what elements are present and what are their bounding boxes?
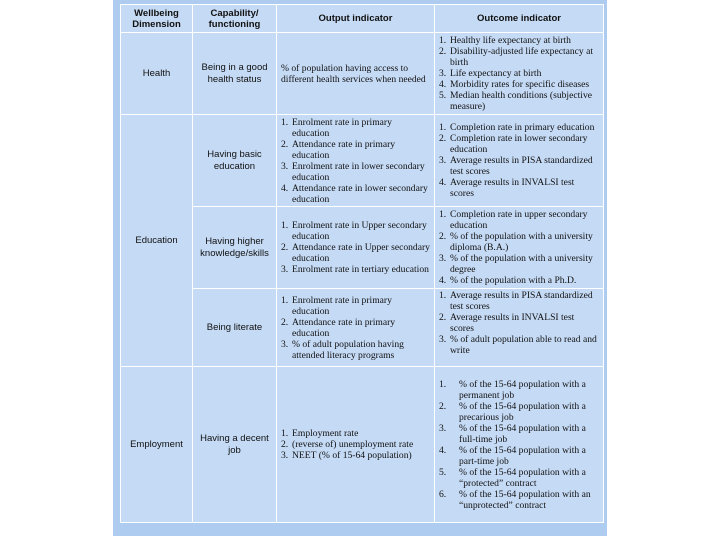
list-item: 3. NEET (% of 15-64 population) [281, 450, 412, 461]
list-item: 1. Enrolment rate in primary education [281, 116, 392, 139]
list-item: 2. Attendance rate in primary education [281, 138, 396, 161]
table-row [121, 33, 604, 115]
list-item: 3. Enrolment rate in tertiary education [281, 264, 429, 275]
list-item: 1. Enrolment rate in Upper secondary education [281, 220, 427, 242]
outcome-cell [435, 207, 604, 289]
list-item: 1. Completion rate in primary education [439, 122, 595, 133]
list-item: 5. Median health conditions (subjective measure) [439, 90, 593, 112]
list-item: 2. % of the 15-64 population with a precarious job [439, 400, 586, 423]
wellbeing-indicator-table [120, 4, 604, 523]
capability-cell: Having a decent job [193, 367, 277, 523]
list-item: 2. Average results in INVALSI test scores [439, 312, 575, 334]
capability-cell: Having higher knowledge/skills [193, 207, 277, 289]
list-item: 4. % of the population with a Ph.D. [439, 275, 577, 286]
list-item: 4. Morbidity rates for specific diseases [439, 79, 590, 90]
header-row [121, 5, 604, 33]
output-cell [277, 289, 435, 367]
list-item: 6. % of the 15-64 population with an “unprotected” contract [439, 488, 591, 511]
header-output: Output indicator [277, 5, 435, 33]
capability-cell: Having basic education [193, 115, 277, 207]
header-dimension: Wellbeing Dimension [121, 5, 193, 33]
list-item: 1. Employment rate [281, 428, 359, 439]
list-item: 3. % of the 15-64 population with a full-time job [439, 422, 586, 445]
list-item: 3. Life expectancy at birth [439, 68, 542, 79]
output-text: % of population having access to different health services when needed [281, 62, 426, 85]
table-row [121, 289, 604, 367]
list-item: 2. Completion rate in lower secondary education [439, 133, 588, 155]
outcome-cell [435, 33, 604, 115]
list-item: 3. % of adult population able to read and write [439, 334, 597, 356]
table-row [121, 115, 604, 207]
capability-cell: Being in a good health status [193, 33, 277, 115]
dimension-cell: Health [121, 33, 193, 115]
dimension-cell: Employment [121, 367, 193, 523]
output-cell [277, 207, 435, 289]
list-item: 1. Healthy life expectancy at birth [439, 35, 571, 46]
outcome-cell [435, 289, 604, 367]
list-item: 1. Completion rate in upper secondary education [439, 209, 588, 231]
list-item: 2. % of the population with a university diploma (B.A.) [439, 231, 593, 253]
list-item: 3. Average results in PISA standardized test scores [439, 155, 593, 177]
list-item: 4. Attendance rate in lower secondary education [281, 182, 428, 205]
list-item: 5. % of the 15-64 population with a “protected” contract [439, 466, 586, 489]
capability-cell: Being literate [193, 289, 277, 367]
output-cell [277, 367, 435, 523]
table-row [121, 207, 604, 289]
list-item: 1. Enrolment rate in primary education [281, 294, 392, 317]
list-item: 3. Enrolment rate in lower secondary education [281, 160, 425, 183]
dimension-cell: Education [121, 115, 193, 367]
output-cell [277, 33, 435, 115]
list-item: 3. % of the population with a university degree [439, 253, 593, 275]
list-item: 2. Attendance rate in primary education [281, 316, 396, 339]
list-item: 2. Disability-adjusted life expectancy at birth [439, 46, 594, 68]
header-outcome: Outcome indicator [435, 5, 604, 33]
outcome-cell [435, 367, 604, 523]
list-item: 2. Attendance rate in Upper secondary education [281, 242, 430, 264]
table-row [121, 367, 604, 523]
list-item: 1. Average results in PISA standardized test scores [439, 290, 593, 312]
list-item: 2. (reverse of) unemployment rate [281, 439, 414, 450]
outcome-cell [435, 115, 604, 207]
list-item: 4. % of the 15-64 population with a part-time job [439, 444, 586, 467]
output-cell [277, 115, 435, 207]
list-item: 3. % of adult population having attended literacy programs [281, 338, 404, 361]
header-capability: Capability/ functioning [193, 5, 277, 33]
list-item: 1. % of the 15-64 population with a permanent job [439, 378, 586, 401]
list-item: 4. Average results in INVALSI test scores [439, 177, 575, 199]
